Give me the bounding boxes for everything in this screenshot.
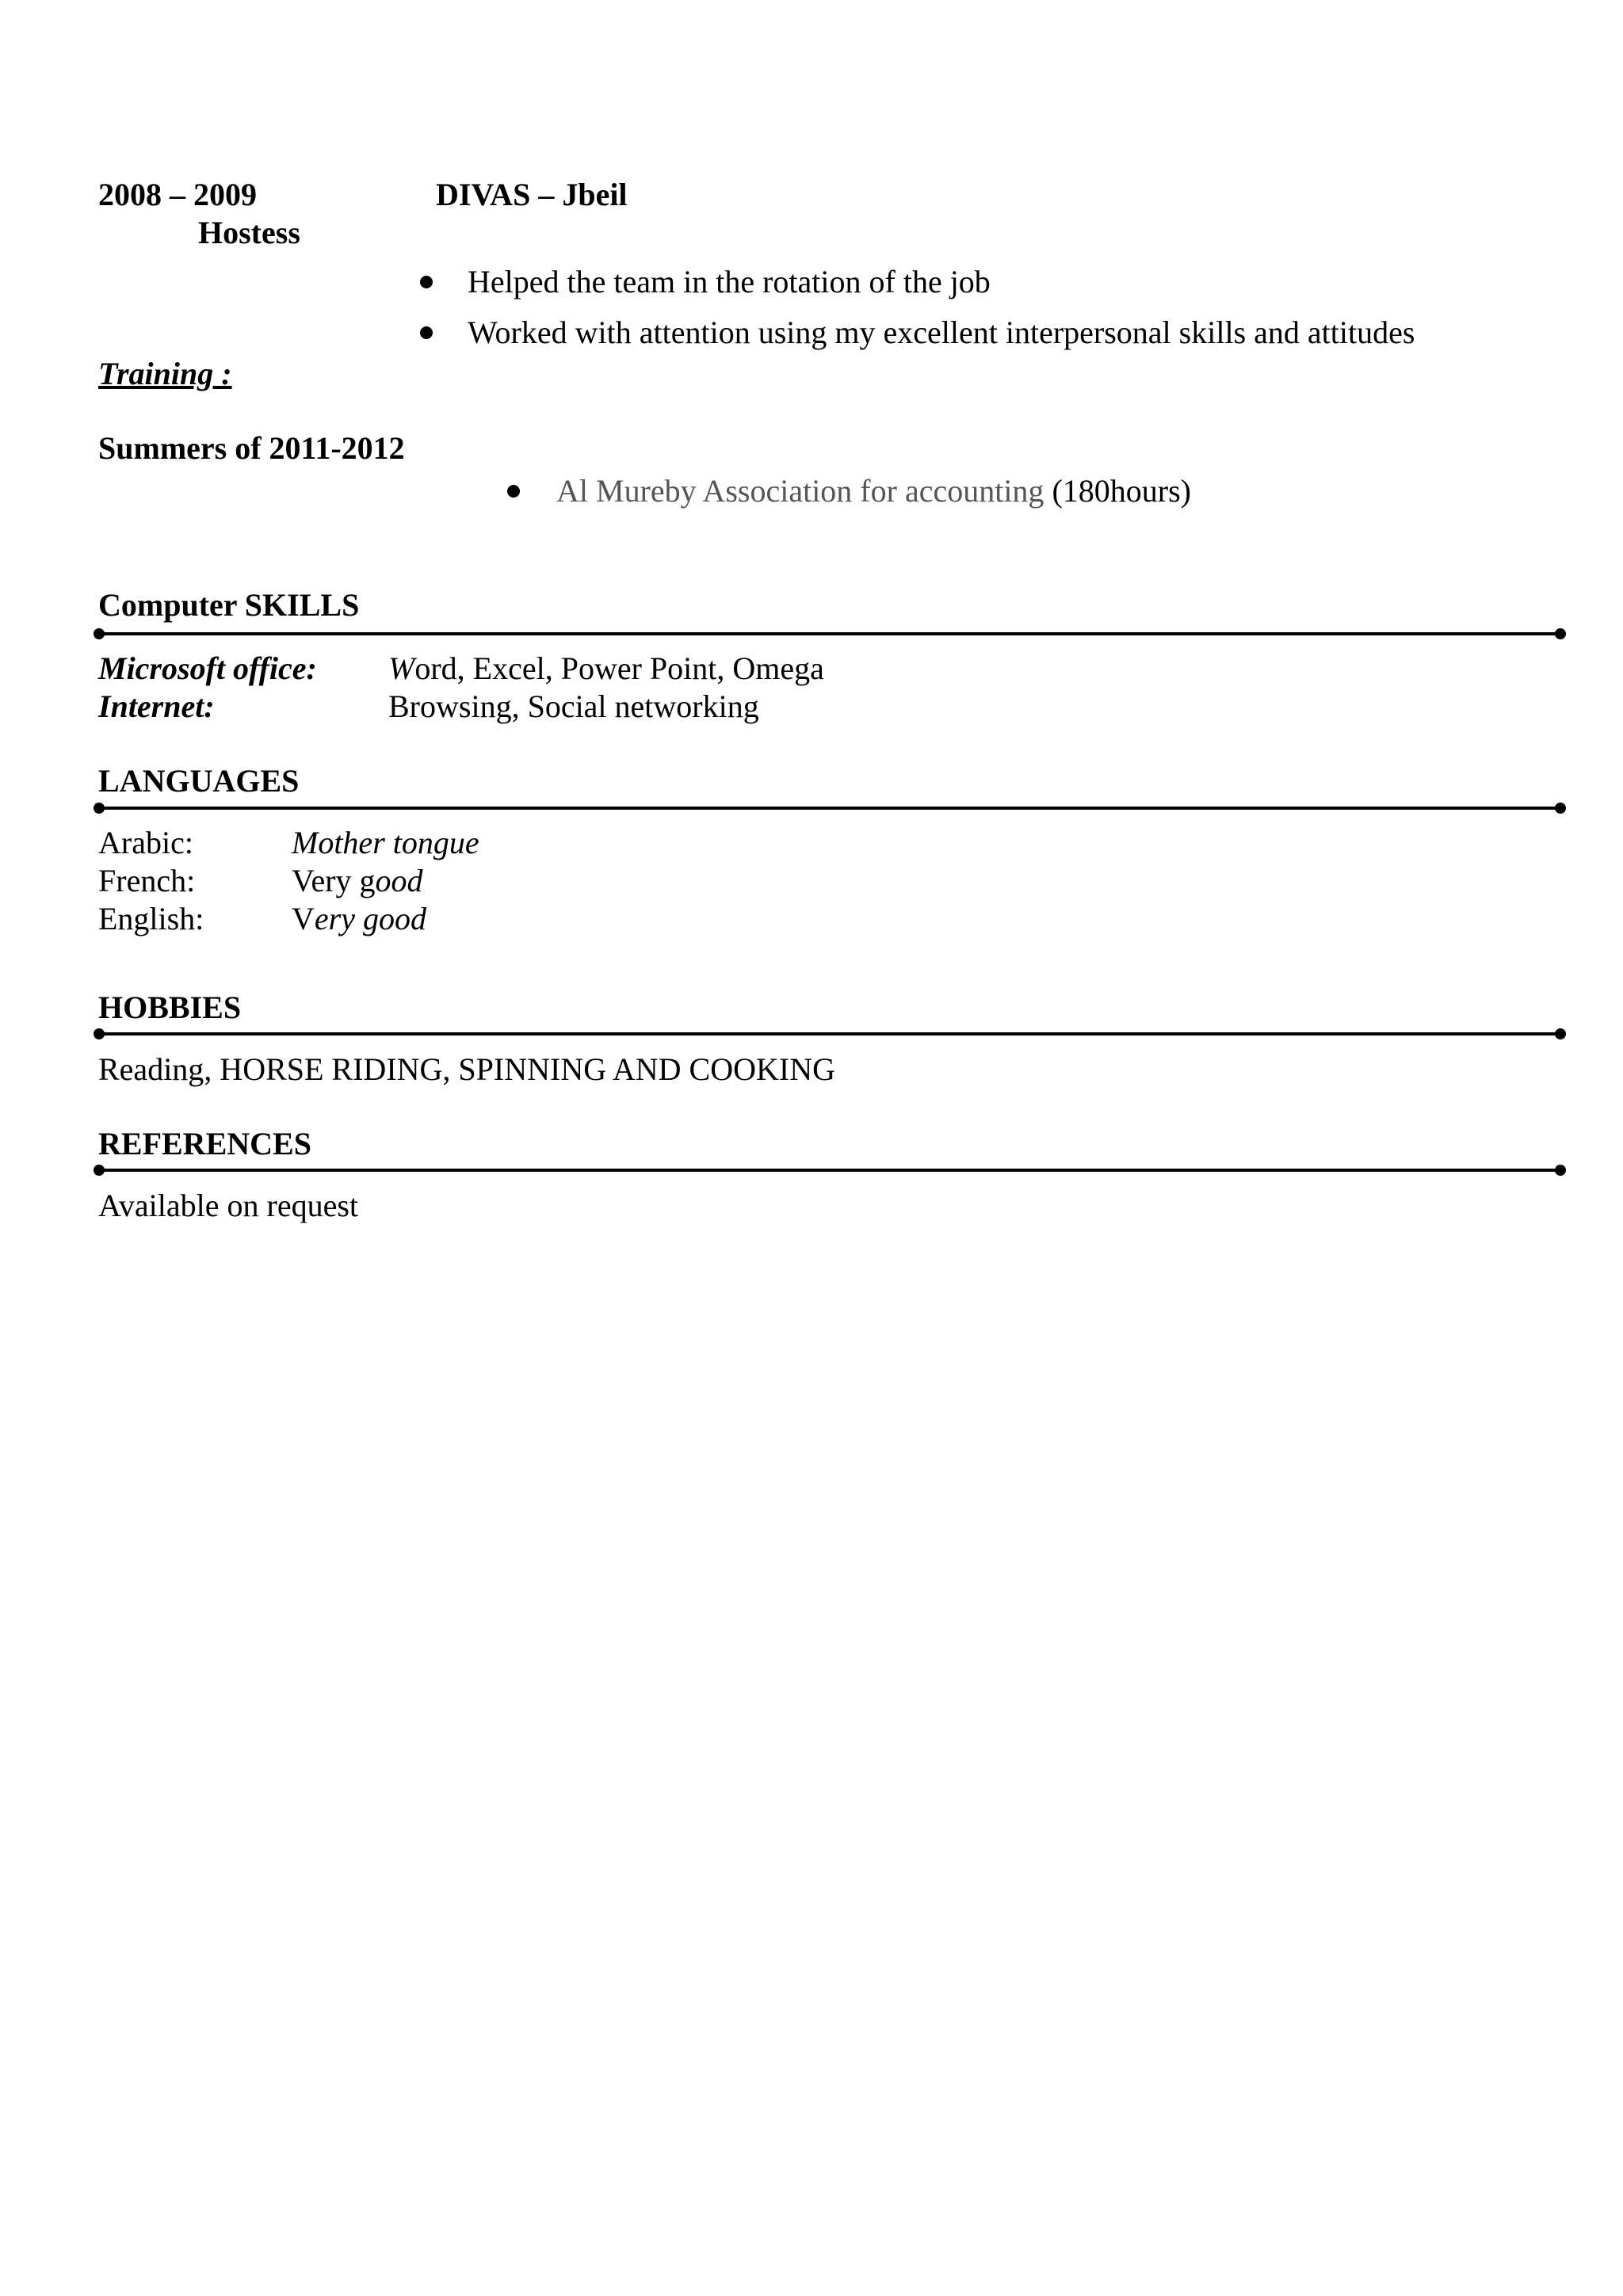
bullet-icon [507,485,520,498]
ms-office-label: Microsoft office: [98,650,317,686]
experience-employer: DIVAS – Jbeil [436,177,628,212]
section-divider [98,632,1561,635]
internet-value: Browsing, Social networking [388,688,759,724]
language-level-french-b: ood [375,863,423,898]
training-item-name: Al Mureby Association for accounting [556,473,1044,509]
internet-label: Internet: [98,688,215,724]
section-heading-languages: LANGUAGES [98,763,300,799]
section-heading-computer-skills: Computer SKILLS [98,587,360,623]
experience-role: Hostess [198,215,300,250]
section-heading-hobbies: HOBBIES [98,990,242,1025]
ms-office-value-initial: W [388,650,415,686]
language-label-french: French: [98,863,196,898]
language-label-english: English: [98,901,204,936]
hobbies-text: Reading, HORSE RIDING, SPINNING AND COOKING [98,1051,835,1087]
experience-bullet-1: Helped the team in the rotation of the job [468,264,991,299]
section-divider [98,1032,1561,1035]
experience-period: 2008 – 2009 [98,177,257,212]
language-level-french-a: Very g [292,863,376,898]
section-divider [98,807,1561,810]
language-level-english-a: V [292,901,315,936]
ms-office-value [388,650,824,688]
training-heading: Training : [98,356,232,391]
training-period: Summers of 2011-2012 [98,430,405,466]
bullet-icon [420,326,433,339]
language-level-english-b: ery good [314,901,426,936]
experience-bullet-2: Worked with attention using my excellent interpersonal skills and attitudes [468,315,1415,350]
ms-office-value-rest: ord, Excel, Power Point, Omega [414,650,824,686]
section-heading-references: REFERENCES [98,1126,311,1161]
language-level-english [292,900,426,938]
references-text: Available on request [98,1188,359,1223]
language-label-arabic: Arabic: [98,825,193,860]
training-item-hours: (180hours) [1044,473,1191,509]
language-level-french [292,862,423,900]
bullet-icon [420,276,433,288]
section-divider [98,1169,1561,1172]
training-item [556,472,1191,510]
language-level-arabic: Mother tongue [292,825,479,860]
